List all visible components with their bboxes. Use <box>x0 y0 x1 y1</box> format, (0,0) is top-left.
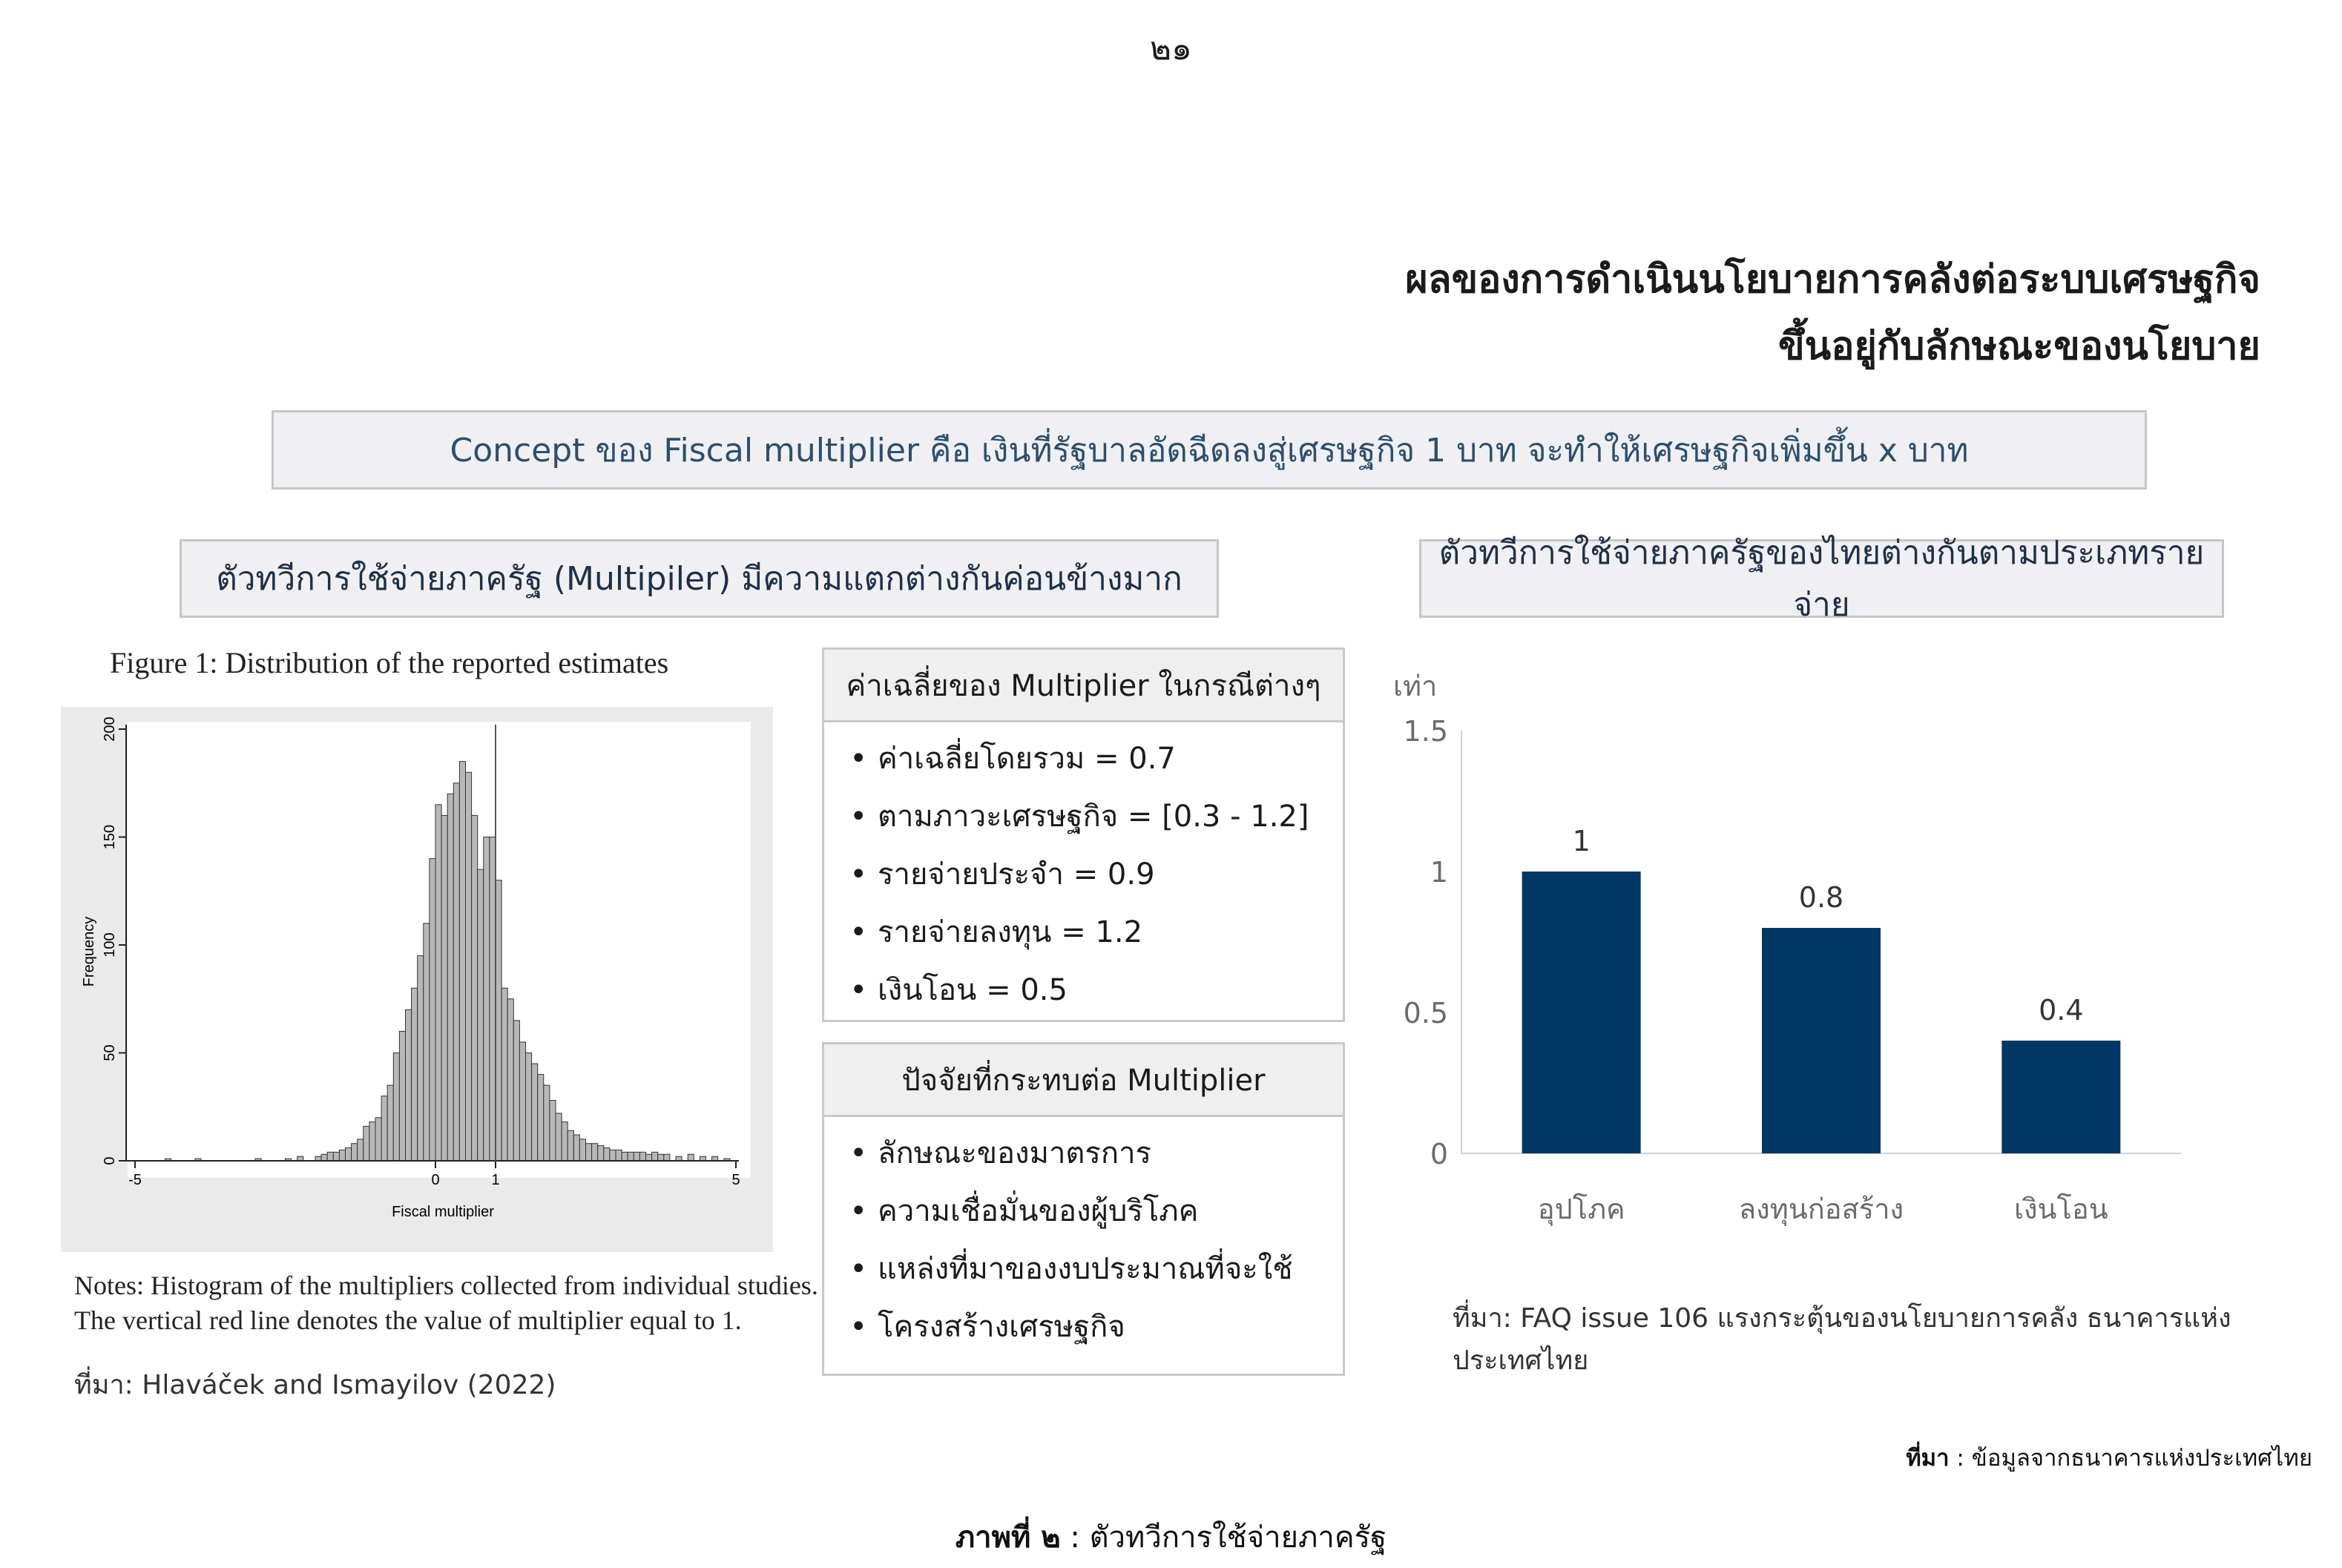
page-title-line2: ขึ้นอยู่กับลักษณะของนโยบาย <box>1778 324 2260 369</box>
histogram-bar <box>610 1150 616 1161</box>
histogram-bar <box>447 794 453 1161</box>
histogram-chart <box>61 707 773 1252</box>
histogram-bar <box>399 1031 405 1161</box>
histogram-bar <box>339 1150 345 1161</box>
bar-chart-unit-label: เท่า <box>1393 670 1438 702</box>
histogram-bar <box>664 1154 670 1161</box>
histogram-bar <box>490 837 496 1162</box>
figure-caption-text: : ตัวทวีการใช้จ่ายภาครัฐ <box>1060 1521 1387 1555</box>
histogram-bar <box>622 1152 628 1161</box>
bar-chart-y-tick-label: 0 <box>1430 1138 1448 1170</box>
histogram-x-tick-label: 5 <box>731 1172 740 1188</box>
histogram-bar <box>435 805 441 1161</box>
bottom-source-text: : ข้อมูลจากธนาคารแห่งประเทศไทย <box>1949 1445 2312 1472</box>
histogram-bar <box>639 1152 645 1161</box>
factors-card-title: ปัจจัยที่กระทบต่อ Multiplier <box>824 1044 1343 1117</box>
list-item: • ตามภาวะเศรษฐกิจ = [0.3 - 1.2] <box>824 788 1343 846</box>
concept-box: Concept ของ Fiscal multiplier คือ เงินที่รัฐบาลอัดฉีดลงสู่เศรษฐกิจ 1 บาท จะทำให้เศรษฐกิจเพิ่มขึ้น x บาท <box>272 410 2147 490</box>
histogram-bar <box>634 1152 639 1161</box>
histogram-y-tick-label: 0 <box>102 1156 118 1165</box>
left-section-header: ตัวทวีการใช้จ่ายภาครัฐ (Multipiler) มีความแตกต่างกันค่อนข้างมาก <box>180 539 1219 618</box>
average-multiplier-card-title: ค่าเฉลี่ยของ Multiplier ในกรณีต่างๆ <box>824 650 1343 722</box>
histogram-bar <box>652 1152 658 1161</box>
bar-chart <box>1380 660 2226 1283</box>
histogram-bar <box>406 1009 412 1161</box>
histogram-x-tick-label: 1 <box>491 1172 500 1188</box>
histogram-notes-line2: The vertical red line denotes the value of multiplier equal to 1. <box>74 1305 742 1335</box>
histogram-bar <box>430 859 435 1161</box>
bar-chart-source: ที่มา: FAQ issue 106 แรงกระตุ้นของนโยบายการคลัง ธนาคารแห่งประเทศไทย <box>1453 1303 2231 1376</box>
histogram-bar <box>375 1118 381 1161</box>
histogram-bar <box>418 956 424 1161</box>
histogram-bar <box>598 1146 604 1161</box>
histogram-bar <box>327 1152 333 1161</box>
bar-chart-y-tick-label: 0.5 <box>1403 997 1448 1030</box>
histogram-bar <box>519 1042 525 1161</box>
histogram-bar <box>507 999 513 1161</box>
bottom-source <box>1906 1439 2312 1476</box>
histogram-y-tick-label: 150 <box>102 824 118 850</box>
histogram-bar <box>484 837 490 1162</box>
histogram-x-tick-label: 0 <box>431 1172 440 1188</box>
factors-card <box>822 1042 1345 1376</box>
figure-caption-label: ภาพที่ ๒ <box>955 1521 1061 1555</box>
histogram-bar <box>478 869 484 1161</box>
histogram-bar <box>466 772 472 1161</box>
histogram-bar <box>412 988 418 1161</box>
list-item: • เงินโอน = 0.5 <box>824 961 1343 1019</box>
list-item: • ความเชื่อมั่นของผู้บริโภค <box>824 1182 1343 1240</box>
histogram-bar <box>472 815 478 1161</box>
histogram-bar <box>453 783 459 1161</box>
histogram-bar <box>616 1150 622 1161</box>
average-multiplier-card <box>822 648 1345 1022</box>
factors-list <box>824 1117 1343 1356</box>
list-item: • แหล่งที่มาของงบประมาณที่จะใช้ <box>824 1240 1343 1298</box>
histogram-bar <box>586 1144 592 1161</box>
histogram-bar <box>381 1096 387 1161</box>
bar-chart-bar <box>1522 872 1641 1153</box>
bar-chart-category-label: อุปโภค <box>1537 1193 1625 1225</box>
histogram-y-tick-label: 50 <box>102 1044 118 1061</box>
histogram-bar <box>562 1122 568 1161</box>
histogram-panel <box>61 707 773 1252</box>
histogram-bar <box>501 988 507 1161</box>
histogram-source: ที่มา: Hlaváček and Ismayilov (2022) <box>74 1370 556 1400</box>
histogram-bar <box>538 1075 544 1161</box>
histogram-bar <box>532 1064 538 1161</box>
bar-chart-category-label: เงินโอน <box>2013 1193 2108 1225</box>
page-title-line1: ผลของการดำเนินนโยบายการคลังต่อระบบเศรษฐกิจ <box>1405 257 2260 302</box>
histogram-bar <box>526 1053 532 1162</box>
histogram-bar <box>393 1053 399 1162</box>
histogram-bar <box>364 1126 369 1161</box>
bar-chart-data-label: 1 <box>1572 825 1591 857</box>
histogram-bar <box>550 1101 556 1161</box>
figure-caption <box>0 1513 2342 1561</box>
histogram-bar <box>346 1148 352 1161</box>
bar-chart-data-label: 0.8 <box>1798 881 1844 914</box>
list-item: • ลักษณะของมาตรการ <box>824 1124 1343 1182</box>
histogram-bar <box>358 1139 364 1161</box>
histogram-bar <box>628 1152 634 1161</box>
histogram-bar <box>496 880 501 1161</box>
histogram-bar <box>352 1144 358 1161</box>
histogram-x-tick-label: -5 <box>128 1172 142 1188</box>
page-number: ๒๑ <box>1150 30 1192 67</box>
bar-chart-y-tick-label: 1 <box>1430 856 1448 889</box>
page-title <box>999 246 2260 380</box>
histogram-bar <box>556 1113 562 1161</box>
histogram-bar <box>459 762 465 1161</box>
histogram-bar <box>579 1139 585 1161</box>
average-multiplier-list <box>824 722 1343 1019</box>
histogram-bar <box>592 1144 598 1161</box>
histogram-bar <box>513 1021 519 1161</box>
histogram-bar <box>568 1130 573 1161</box>
histogram-y-tick-label: 100 <box>102 932 118 958</box>
list-item: • รายจ่ายลงทุน = 1.2 <box>824 903 1343 961</box>
histogram-bar <box>387 1085 393 1161</box>
list-item: • ค่าเฉลี่ยโดยรวม = 0.7 <box>824 730 1343 788</box>
histogram-notes-line1: Notes: Histogram of the multipliers collected from individual studies. <box>74 1271 818 1300</box>
histogram-y-tick-label: 200 <box>102 717 118 742</box>
histogram-bar <box>424 923 430 1161</box>
bar-chart-category-label: ลงทุนก่อสร้าง <box>1738 1193 1904 1225</box>
histogram-bar <box>688 1154 694 1161</box>
histogram-xlabel: Fiscal multiplier <box>392 1204 494 1220</box>
histogram-bar <box>658 1154 664 1161</box>
list-item: • โครงสร้างเศรษฐกิจ <box>824 1298 1343 1356</box>
histogram-bar <box>369 1122 375 1161</box>
histogram-ylabel: Frequency <box>81 916 97 987</box>
right-section-header: ตัวทวีการใช้จ่ายภาครัฐของไทยต่างกันตามประเภทรายจ่าย <box>1419 539 2224 618</box>
histogram-bar <box>604 1148 610 1161</box>
bar-chart-bar <box>2001 1041 2120 1153</box>
histogram-bar <box>321 1154 327 1161</box>
histogram-bar <box>646 1154 652 1161</box>
bar-chart-data-label: 0.4 <box>2039 994 2084 1027</box>
list-item: • รายจ่ายประจำ = 0.9 <box>824 846 1343 903</box>
histogram-figure-title: Figure 1: Distribution of the reported estimates <box>110 646 669 679</box>
histogram-bar <box>573 1135 579 1161</box>
histogram-bar <box>544 1085 550 1161</box>
bottom-source-label: ที่มา <box>1906 1445 1950 1472</box>
histogram-notes <box>74 1268 846 1338</box>
histogram-bar <box>441 815 447 1161</box>
bar-chart-y-tick-label: 1.5 <box>1403 715 1448 748</box>
histogram-bar <box>333 1152 339 1161</box>
bar-chart-bar <box>1762 928 1881 1153</box>
